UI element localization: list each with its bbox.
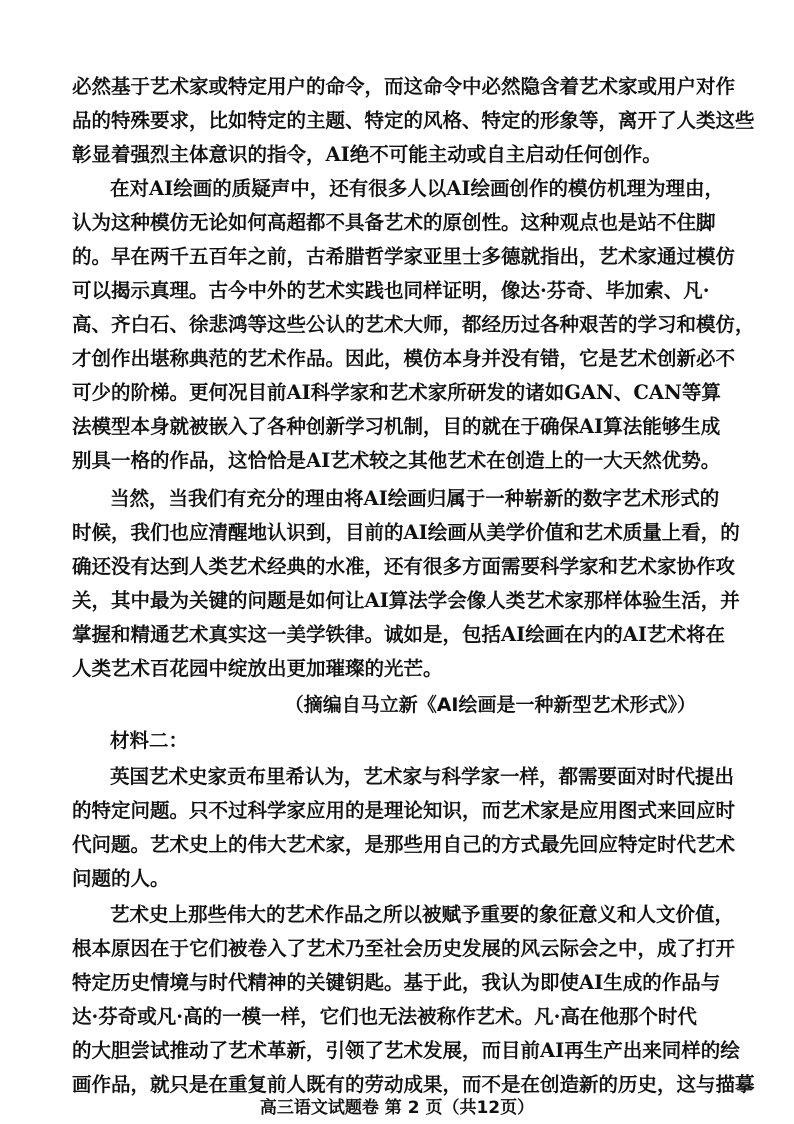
text-line: 人类艺术百花园中绽放出更加璀璨的光芒。 xyxy=(72,657,443,680)
material-heading: 材料二： xyxy=(110,729,189,752)
text-line: 艺术史上那些伟大的艺术作品之所以被赋予重要的象征意义和人文价值， xyxy=(110,903,735,926)
text-line: 的特定问题。只不过科学家应用的是理论知识，而艺术家是应用图式来回应时 xyxy=(72,799,736,822)
text-line: 认为这种模仿无论如何高超都不具备艺术的原创性。这种观点也是站不住脚 xyxy=(72,211,716,234)
text-line: 时候，我们也应清醒地认识到，目前的AI绘画从美学价值和艺术质量上看，的 xyxy=(72,521,740,544)
text-line: 掌握和精通艺术真实这一美学铁律。诚如是，包括AI绘画在内的AI艺术将在 xyxy=(72,623,726,646)
text-line: 问题的人。 xyxy=(72,867,170,890)
text-line: 才创作出堪称典范的艺术作品。因此，模仿本身并没有错，它是艺术创新必不 xyxy=(72,347,736,370)
text-line: 别具一格的作品，这恰恰是AI艺术较之其他艺术在创造上的一大天然优势。 xyxy=(72,449,721,472)
text-line: 画作品，就只是在重复前人既有的劳动成果，而不是在创造新的历史，这与描摹 xyxy=(72,1073,755,1096)
text-line: 根本原因在于它们被卷入了艺术乃至社会历史发展的风云际会之中，成了打开 xyxy=(72,937,736,960)
text-line: 的大胆尝试推动了艺术革新，引领了艺术发展，而目前AI再生产出来同样的绘 xyxy=(72,1039,740,1062)
text-line: 关，其中最为关键的问题是如何让AI算法学会像人类艺术家那样体验生活，并 xyxy=(72,589,740,612)
text-line: 代问题。艺术史上的伟大艺术家，是那些用自己的方式最先回应特定时代艺术 xyxy=(72,833,736,856)
text-line: 法模型本身就被嵌入了各种创新学习机制，目的就在于确保AI算法能够生成 xyxy=(72,415,721,438)
text-line: 确还没有达到人类艺术经典的水准，还有很多方面需要科学家和艺术家协作攻 xyxy=(72,555,736,578)
source-citation: （摘编自马立新《AI绘画是一种新型艺术形式》） xyxy=(284,694,696,716)
text-line: 在对AI绘画的质疑声中，还有很多人以AI绘画创作的模仿机理为理由， xyxy=(110,177,725,200)
text-line: 可少的阶梯。更何况目前AI科学家和艺术家所研发的诸如GAN、CAN等算 xyxy=(72,381,721,404)
text-line: 高、齐白石、徐悲鸿等这些公认的艺术大师，都经历过各种艰苦的学习和模仿， xyxy=(72,313,755,336)
text-line: 的。早在两千五百年之前，古希腊哲学家亚里士多德就指出，艺术家通过模仿 xyxy=(72,245,736,268)
text-line: 英国艺术史家贡布里希认为，艺术家与科学家一样，都需要面对时代提出 xyxy=(110,765,735,788)
text-line: 彰显着强烈主体意识的指令，AI绝不可能主动或自主启动任何创作。 xyxy=(72,143,662,166)
text-line: 达·芬奇或凡·高的一模一样，它们也无法被称作艺术。凡·高在他那个时代 xyxy=(72,1005,697,1028)
text-line: 特定历史情境与时代精神的关键钥匙。基于此，我认为即使AI生成的作品与 xyxy=(72,971,721,994)
text-line: 必然基于艺术家或特定用户的命令，而这命令中必然隐含着艺术家或用户对作 xyxy=(72,75,736,98)
page-footer: 高三语文试题卷 第 2 页（共12页） xyxy=(259,1098,535,1118)
text-line: 可以揭示真理。古今中外的艺术实践也同样证明，像达·芬奇、毕加索、凡· xyxy=(72,279,710,302)
text-line: 品的特殊要求，比如特定的主题、特定的风格、特定的形象等，离开了人类这些 xyxy=(72,109,755,132)
text-line: 当然，当我们有充分的理由将AI绘画归属于一种崭新的数字艺术形式的 xyxy=(110,487,720,510)
